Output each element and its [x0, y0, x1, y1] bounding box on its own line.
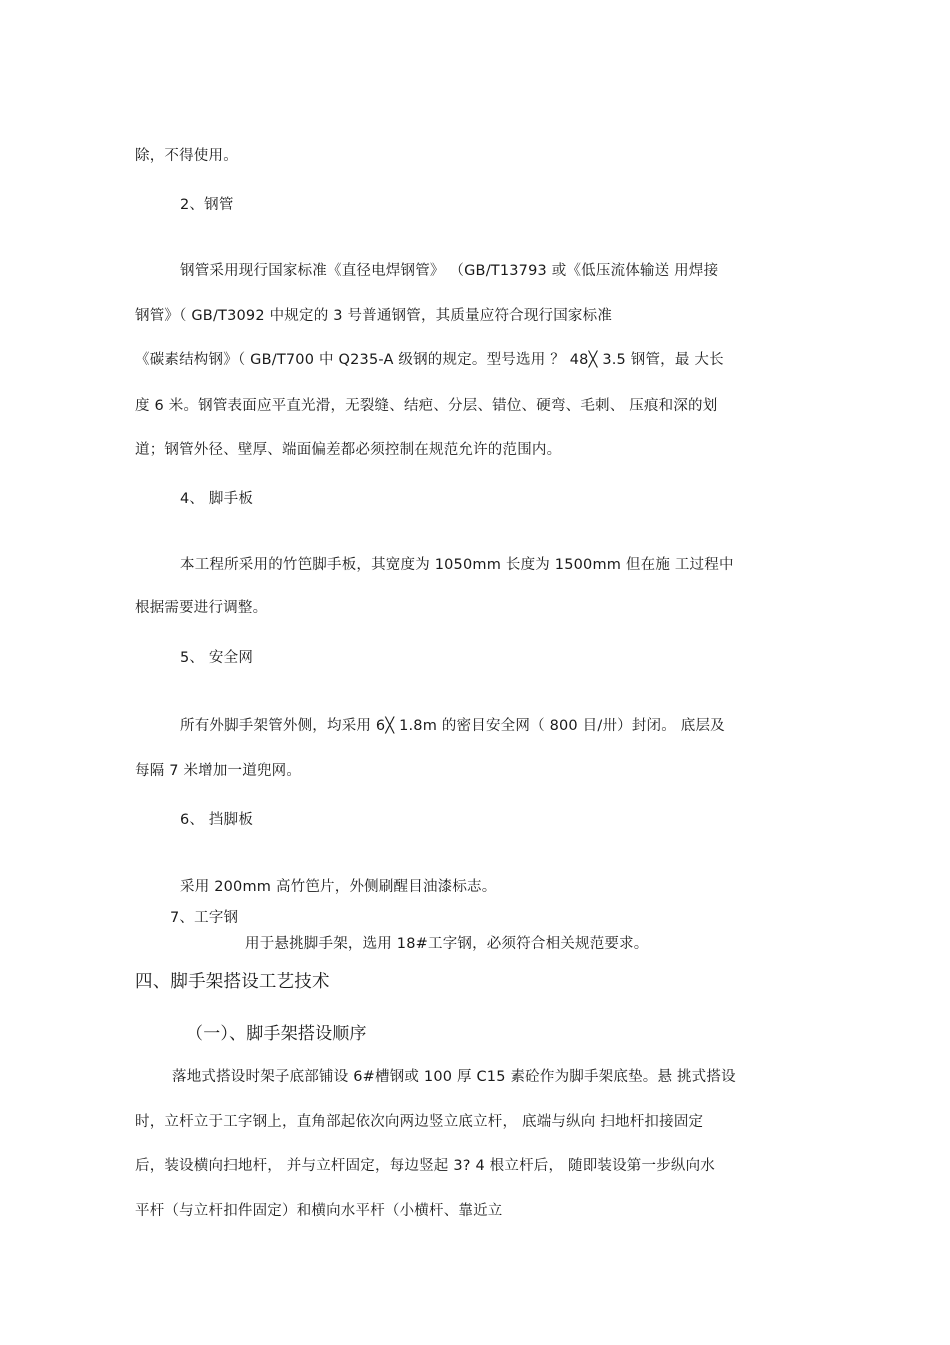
text-line-4: 钢管》（ GB/T3092 中规定的 3 号普通钢管，其质量应符合现行国家标准	[135, 308, 613, 324]
text-line-10: 根据需要进行调整。	[135, 600, 268, 616]
text-line-22: 后，装设横向扫地杆， 并与立杆固定，每边竖起 3? 4 根立杆后， 随即装设第一步纵向水	[135, 1158, 715, 1174]
item-scaffold-board-heading: 4、 脚手板	[180, 491, 254, 507]
item-steel-pipe-heading: 2、钢管	[180, 197, 234, 213]
text-line-3: 钢管采用现行国家标准《直径电焊钢管》 （GB/T13793 或《低压流体输送 用焊接	[180, 263, 719, 279]
subsection-heading-1: （一）、脚手架搭设顺序	[186, 1024, 367, 1044]
text-line-20: 落地式搭设时架子底部铺设 6#槽钢或 100 厚 C15 素砼作为脚手架底垫。悬 挑式搭设	[172, 1069, 736, 1085]
item-i-beam-heading: 7、工字钢	[170, 910, 239, 926]
section-heading-4: 四、脚手架搭设工艺技术	[135, 972, 330, 992]
text-line-7: 道；钢管外径、壁厚、端面偏差都必须控制在规范允许的范围内。	[135, 442, 562, 458]
item-toe-board-heading: 6、 挡脚板	[180, 812, 254, 828]
text-line-21: 时，立杆立于工字钢上，直角部起依次向两边竖立底立杆， 底端与纵向 扫地杆扣接固定	[135, 1114, 704, 1130]
item-safety-net-heading: 5、 安全网	[180, 650, 254, 666]
text-line-15: 采用 200mm 高竹笆片，外侧刷醒目油漆标志。	[180, 879, 497, 895]
text-line-5: 《碳素结构钢》（ GB/T700 中 Q235-A 级钢的规定。型号选用 ？ 48╳ 3.5 钢管，最 大长	[135, 352, 724, 368]
text-line-9: 本工程所采用的竹笆脚手板，其宽度为 1050mm 长度为 1500mm 但在施 工过程中	[180, 557, 734, 573]
text-line-17: 用于悬挑脚手架，选用 18#工字钢，必须符合相关规范要求。	[245, 936, 649, 952]
text-line-23: 平杆（与立杆扣件固定）和横向水平杆（小横杆、靠近立	[135, 1203, 503, 1219]
text-line-13: 每隔 7 米增加一道兜网。	[135, 763, 302, 779]
text-line-12: 所有外脚手架管外侧，均采用 6╳ 1.8m 的密目安全网（ 800 目/卅）封闭。 底层及	[180, 718, 725, 734]
text-line-6: 度 6 米。钢管表面应平直光滑，无裂缝、结疤、分层、错位、硬弯、毛刺、 压痕和深的划	[135, 398, 718, 414]
text-line-1: 除，不得使用。	[135, 148, 238, 164]
